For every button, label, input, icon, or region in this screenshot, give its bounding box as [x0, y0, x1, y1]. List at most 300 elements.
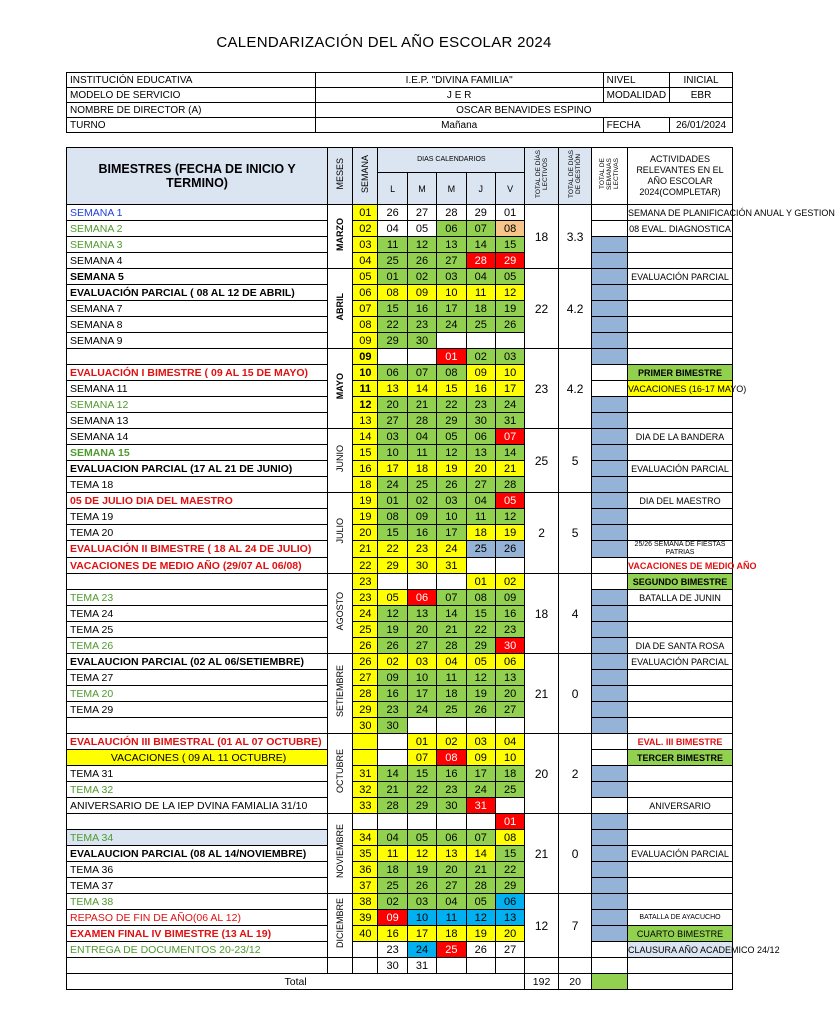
day-cell: 19 [407, 862, 436, 878]
table-row [67, 830, 733, 846]
row-description: SEMANA 2 [67, 221, 328, 237]
day-cell: 16 [378, 686, 407, 702]
semanas-cell [592, 766, 628, 782]
table-row [67, 958, 733, 974]
day-cell: 02 [495, 574, 524, 590]
fecha-label: FECHA [603, 118, 669, 133]
day-cell [437, 333, 466, 349]
day-cell: 29 [437, 413, 466, 429]
row-description [67, 718, 328, 734]
semanas-cell [592, 477, 628, 493]
activity-cell [628, 958, 733, 974]
table-row [67, 285, 733, 301]
week-number: 26 [353, 638, 378, 654]
day-cell: 15 [378, 301, 407, 317]
table-row [67, 798, 733, 814]
day-cell: 30 [495, 638, 524, 654]
day-cell: 28 [437, 638, 466, 654]
table-row [67, 558, 733, 574]
page-title: CALENDARIZACIÓN DEL AÑO ESCOLAR 2024 [216, 34, 552, 51]
table-row [67, 718, 733, 734]
day-cell: 01 [437, 349, 466, 365]
total-lectivos: 22 [525, 269, 559, 349]
director-value: OSCAR BENAVIDES ESPINO [315, 103, 732, 118]
week-number: 29 [353, 702, 378, 718]
actividades-header: ACTIVIDADES RELEVANTES EN EL AÑO ESCOLAR 2024(COMPLETAR) [628, 148, 733, 205]
semanas-cell [592, 269, 628, 285]
week-number: 13 [353, 413, 378, 429]
day-cell: 04 [495, 734, 524, 750]
activity-cell [628, 670, 733, 686]
day-cell: 21 [407, 397, 436, 413]
day-cell: 08 [466, 590, 495, 606]
day-cell: 02 [407, 493, 436, 509]
day-cell [495, 798, 524, 814]
day-cell: 15 [495, 237, 524, 253]
semanas-cell [592, 237, 628, 253]
day-cell [495, 558, 524, 574]
day-cell: 22 [378, 317, 407, 333]
day-cell: 13 [378, 381, 407, 397]
week-number: 25 [353, 622, 378, 638]
day-cell: 01 [378, 493, 407, 509]
day-cell: 28 [437, 205, 466, 221]
table-row [67, 445, 733, 461]
day-cell: 09 [378, 670, 407, 686]
day-cell: 22 [466, 622, 495, 638]
table-row [67, 349, 733, 365]
activity-cell [628, 606, 733, 622]
day-cell: 13 [407, 606, 436, 622]
day-cell: 15 [407, 766, 436, 782]
day-cell: 18 [407, 461, 436, 477]
row-description: TEMA 24 [67, 606, 328, 622]
activity-cell: SEGUNDO BIMESTRE [628, 574, 733, 590]
activity-cell [628, 333, 733, 349]
day-cell: 29 [466, 638, 495, 654]
month-cell: MAYO [328, 349, 353, 429]
table-row [67, 702, 733, 718]
week-number: 32 [353, 782, 378, 798]
activity-cell [628, 686, 733, 702]
day-cell: 17 [407, 686, 436, 702]
day-cell: 26 [466, 702, 495, 718]
row-description: TEMA 27 [67, 670, 328, 686]
day-cell: 11 [466, 285, 495, 301]
total-lectivos: 21 [525, 814, 559, 894]
row-description: SEMANA 15 [67, 445, 328, 461]
day-cell: 26 [495, 317, 524, 333]
day-cell: 18 [437, 686, 466, 702]
week-number [353, 814, 378, 830]
week-number: 03 [353, 237, 378, 253]
activity-cell [628, 237, 733, 253]
day-cell: 17 [437, 301, 466, 317]
nivel-value: INICIAL [670, 73, 733, 88]
day-cell: 19 [466, 686, 495, 702]
day-cell: 14 [466, 846, 495, 862]
row-description: 05 DE JULIO DIA DEL MAESTRO [67, 493, 328, 509]
activity-cell [628, 894, 733, 910]
day-cell: 24 [437, 317, 466, 333]
week-number [353, 734, 378, 750]
day-cell: 16 [407, 301, 436, 317]
table-row [67, 606, 733, 622]
day-cell: 28 [495, 477, 524, 493]
day-cell [407, 349, 436, 365]
semana-header: SEMANA [353, 148, 378, 205]
total-dias-gestion-header: TOTAL DE DIAS DE GESTIÓN [558, 148, 592, 205]
day-cell: 10 [437, 509, 466, 525]
activity-cell: TERCER BIMESTRE [628, 750, 733, 766]
day-cell: 09 [378, 910, 407, 926]
week-number: 23 [353, 574, 378, 590]
day-cell: 13 [437, 846, 466, 862]
day-cell: 23 [378, 702, 407, 718]
day-cell: 02 [378, 894, 407, 910]
day-cell: 04 [437, 654, 466, 670]
row-description: SEMANA 9 [67, 333, 328, 349]
activity-cell [628, 878, 733, 894]
day-cell: 09 [466, 750, 495, 766]
day-cell: 06 [437, 830, 466, 846]
day-cell: 03 [495, 349, 524, 365]
row-description: EVALAUCION PARCIAL (08 AL 14/NOVIEMBRE) [67, 846, 328, 862]
row-description: SEMANA 5 [67, 269, 328, 285]
total-gestion: 5 [558, 429, 592, 493]
month-cell: MARZO [328, 205, 353, 269]
day-cell: 16 [495, 606, 524, 622]
day-cell: 08 [378, 509, 407, 525]
bimestres-header: BIMESTRES (FECHA DE INICIO Y TERMINO) [67, 148, 328, 205]
day-cell: 29 [378, 558, 407, 574]
day-cell: 30 [466, 413, 495, 429]
week-number: 19 [353, 509, 378, 525]
day-cell: 17 [437, 525, 466, 541]
day-cell: 05 [407, 221, 436, 237]
modelo-label: MODELO DE SERVICIO [67, 88, 316, 103]
total-lectivos-sum: 192 [525, 974, 559, 990]
day-cell: 27 [378, 413, 407, 429]
row-description: SEMANA 3 [67, 237, 328, 253]
week-number [353, 942, 378, 958]
month-cell: JUNIO [328, 429, 353, 493]
row-description: ANIVERSARIO DE LA IEP DVINA FAMIALIA 31/10 [67, 798, 328, 814]
table-row [67, 910, 733, 926]
activity-cell: VACACIONES (16-17 MAYO) [628, 381, 733, 397]
semanas-cell [592, 349, 628, 365]
month-cell: NOVIEMBRE [328, 814, 353, 894]
week-number: 33 [353, 798, 378, 814]
total-label: Total [67, 974, 525, 990]
day-cell: 29 [378, 333, 407, 349]
semanas-cell [592, 686, 628, 702]
week-number: 27 [353, 670, 378, 686]
row-description: ENTREGA DE DOCUMENTOS 20-23/12 [67, 942, 328, 958]
day-cell: 09 [466, 365, 495, 381]
row-description: SEMANA 12 [67, 397, 328, 413]
fecha-value: 26/01/2024 [670, 118, 733, 133]
week-number: 06 [353, 285, 378, 301]
row-description: TEMA 20 [67, 686, 328, 702]
activity-cell [628, 782, 733, 798]
day-cell: 27 [437, 253, 466, 269]
day-cell: 25 [466, 541, 495, 558]
day-cell: 18 [466, 301, 495, 317]
day-cell: 05 [407, 830, 436, 846]
week-number: 37 [353, 878, 378, 894]
day-cell: 25 [437, 942, 466, 958]
day-cell: 24 [378, 477, 407, 493]
day-cell: 06 [495, 654, 524, 670]
day-cell: 14 [466, 237, 495, 253]
semanas-cell [592, 846, 628, 862]
table-row [67, 926, 733, 942]
week-number: 30 [353, 718, 378, 734]
day-cell: 19 [466, 926, 495, 942]
week-number: 31 [353, 766, 378, 782]
activity-cell [628, 814, 733, 830]
week-number: 28 [353, 686, 378, 702]
row-description: REPASO DE FIN DE AÑO(06 AL 12) [67, 910, 328, 926]
day-cell: 07 [466, 221, 495, 237]
table-row [67, 541, 733, 558]
day-cell: 21 [495, 461, 524, 477]
day-cell [407, 574, 436, 590]
day-cell: 08 [495, 830, 524, 846]
day-cell: 11 [466, 509, 495, 525]
row-description: TEMA 37 [67, 878, 328, 894]
day-cell: 29 [495, 253, 524, 269]
activity-cell: 08 EVAL. DIAGNOSTICA [628, 221, 733, 237]
semanas-cell [592, 381, 628, 397]
day-cell: 10 [407, 910, 436, 926]
row-description [67, 349, 328, 365]
activity-cell [628, 285, 733, 301]
activity-cell: VACACIONES DE MEDIO AÑO [628, 558, 733, 574]
day-cell: 02 [466, 349, 495, 365]
inst-value: I.E.P. "DIVINA FAMILIA" [315, 73, 603, 88]
info-table [66, 72, 733, 133]
day-cell: 28 [407, 413, 436, 429]
day-cell: 05 [495, 493, 524, 509]
total-lectivos: 2 [525, 493, 559, 574]
week-number: 08 [353, 317, 378, 333]
day-cell: 11 [407, 445, 436, 461]
day-cell: 11 [378, 846, 407, 862]
day-cell: 18 [378, 862, 407, 878]
day-cell: 22 [407, 782, 436, 798]
semanas-cell [592, 285, 628, 301]
table-row [67, 397, 733, 413]
day-cell: 28 [466, 878, 495, 894]
table-row [67, 365, 733, 381]
table-row [67, 638, 733, 654]
activity-cell [628, 622, 733, 638]
day-cell: 31 [466, 798, 495, 814]
week-number: 12 [353, 397, 378, 413]
day-cell: 21 [378, 782, 407, 798]
semanas-cell [592, 590, 628, 606]
day-cell: 20 [378, 397, 407, 413]
month-cell: OCTUBRE [328, 734, 353, 814]
week-number: 09 [353, 333, 378, 349]
day-cell: 23 [437, 782, 466, 798]
semanas-cell [592, 942, 628, 958]
table-row [67, 525, 733, 541]
table-row [67, 734, 733, 750]
week-number: 14 [353, 429, 378, 445]
semanas-cell [592, 782, 628, 798]
semanas-cell [592, 558, 628, 574]
day-cell: 06 [378, 365, 407, 381]
dias-calendarios-header: DIAS CALENDARIOS [378, 148, 525, 173]
day-header-3: J [466, 173, 495, 205]
semanas-cell [592, 301, 628, 317]
semanas-cell [592, 894, 628, 910]
activity-cell: DIA DEL MAESTRO [628, 493, 733, 509]
table-row [67, 317, 733, 333]
semanas-cell [592, 606, 628, 622]
day-cell: 03 [378, 429, 407, 445]
activity-cell [628, 830, 733, 846]
row-description: TEMA 26 [67, 638, 328, 654]
total-lectivos: 21 [525, 654, 559, 734]
row-description: VACACIONES ( 09 AL 11 OCTUBRE) [67, 750, 328, 766]
total-gestion: 3.3 [558, 205, 592, 269]
day-cell: 12 [466, 670, 495, 686]
activity-cell [628, 445, 733, 461]
total-lectivos: 18 [525, 205, 559, 269]
day-cell: 10 [378, 445, 407, 461]
day-cell: 24 [466, 782, 495, 798]
day-cell: 23 [407, 541, 436, 558]
semanas-cell [592, 509, 628, 525]
day-cell: 03 [437, 269, 466, 285]
day-cell: 07 [437, 590, 466, 606]
day-cell: 04 [437, 894, 466, 910]
total-gestion: 4.2 [558, 269, 592, 349]
total-gestion: 7 [558, 894, 592, 958]
day-cell: 18 [437, 926, 466, 942]
day-cell: 25 [407, 477, 436, 493]
day-cell: 10 [437, 285, 466, 301]
row-description: SEMANA 7 [67, 301, 328, 317]
row-description: EVALUACION PARCIAL (17 AL 21 DE JUNIO) [67, 461, 328, 477]
day-cell: 01 [407, 734, 436, 750]
activity-cell [628, 253, 733, 269]
semanas-cell [592, 525, 628, 541]
day-cell: 30 [407, 558, 436, 574]
day-cell: 09 [495, 590, 524, 606]
day-cell [378, 734, 407, 750]
day-cell: 29 [407, 798, 436, 814]
day-cell: 04 [378, 830, 407, 846]
semanas-cell [592, 333, 628, 349]
activity-cell [628, 413, 733, 429]
activity-cell [628, 301, 733, 317]
table-row [67, 237, 733, 253]
table-row [67, 670, 733, 686]
week-number: 19 [353, 493, 378, 509]
table-row [67, 429, 733, 445]
day-cell: 12 [437, 445, 466, 461]
row-description: SEMANA 13 [67, 413, 328, 429]
day-cell [378, 750, 407, 766]
day-cell: 23 [466, 397, 495, 413]
activity-cell: CLAUSURA AÑO ACADEMICO 24/12 [628, 942, 733, 958]
week-number: 18 [353, 477, 378, 493]
activity-cell: ANIVERSARIO [628, 798, 733, 814]
activity-cell: EVALUACIÓN PARCIAL [628, 461, 733, 477]
day-cell: 09 [407, 509, 436, 525]
day-cell: 27 [495, 942, 524, 958]
day-cell [407, 718, 436, 734]
day-cell: 25 [466, 317, 495, 333]
day-cell: 07 [495, 429, 524, 445]
week-number: 02 [353, 221, 378, 237]
day-cell: 08 [378, 285, 407, 301]
day-cell: 20 [407, 622, 436, 638]
table-row [67, 814, 733, 830]
table-row [67, 782, 733, 798]
activity-cell [628, 397, 733, 413]
total-gestion: 0 [558, 654, 592, 734]
table-row [67, 461, 733, 477]
turno-value: Mañana [315, 118, 603, 133]
semanas-cell [592, 750, 628, 766]
week-number [353, 750, 378, 766]
day-cell: 17 [407, 926, 436, 942]
row-description: EVALUACIÓN PARCIAL ( 08 AL 12 DE ABRIL) [67, 285, 328, 301]
week-number: 22 [353, 558, 378, 574]
semanas-cell [592, 862, 628, 878]
week-number: 21 [353, 541, 378, 558]
row-description [67, 814, 328, 830]
day-header-1: M [407, 173, 436, 205]
calendar-table [66, 147, 835, 990]
table-row [67, 413, 733, 429]
row-description: TEMA 18 [67, 477, 328, 493]
day-cell: 19 [495, 301, 524, 317]
row-description: TEMA 25 [67, 622, 328, 638]
semanas-cell [592, 702, 628, 718]
day-cell [378, 574, 407, 590]
row-description: TEMA 20 [67, 525, 328, 541]
day-cell: 17 [466, 766, 495, 782]
week-number: 23 [353, 590, 378, 606]
total-dias-lectivos-header: TOTAL DE DÍAS LECTIVOS [525, 148, 559, 205]
day-cell: 27 [437, 878, 466, 894]
day-cell: 05 [466, 654, 495, 670]
day-cell: 06 [407, 590, 436, 606]
activity-cell [628, 702, 733, 718]
day-cell: 04 [407, 429, 436, 445]
total-lectivos: 18 [525, 574, 559, 654]
day-cell: 16 [407, 525, 436, 541]
day-cell: 07 [466, 830, 495, 846]
row-description: TEMA 32 [67, 782, 328, 798]
row-description: TEMA 38 [67, 894, 328, 910]
day-cell: 04 [466, 269, 495, 285]
semanas-cell [592, 461, 628, 477]
day-cell: 26 [495, 541, 524, 558]
table-row [67, 862, 733, 878]
day-cell: 30 [407, 333, 436, 349]
week-number: 09 [353, 349, 378, 365]
week-number: 05 [353, 269, 378, 285]
activity-cell [628, 349, 733, 365]
